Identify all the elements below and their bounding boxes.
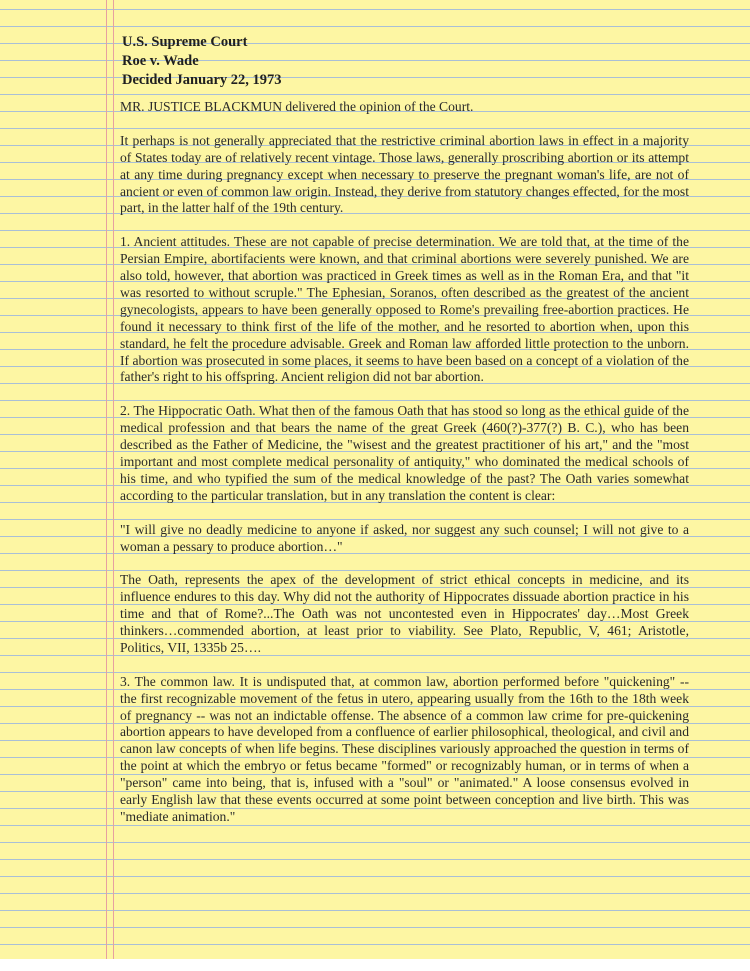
opinion-text — [120, 99, 689, 843]
paragraph-common-law: 3. The common law. It is undisputed that, at common law, abortion performed before "quickening" -- the first recognizable movement of the fetus in utero, appearing usually from the 16th to the 18th week of pregnancy -- was not an indictable offense. The absence of a common law crime for pre-quickening abortion appears to have developed from a confluence of earlier philosophical, theological, and civil and canon law concepts of when life begins. These disciplines variously approached the question in terms of the point at which the embryo or fetus became "formed" or recognizably human, or in terms of when a "person" came into being, that is, infused with a "soul" or "animated." A loose consensus evolved in early English law that these events occurred at some point between conception and live birth. This was "mediate animation." — [120, 673, 689, 824]
paragraph-oath-quote: "I will give no deadly medicine to anyone if asked, nor suggest any such counsel; I will not give to a woman a pessary to produce abortion…" — [120, 521, 689, 554]
paragraph-hippocratic-oath: 2. The Hippocratic Oath. What then of the famous Oath that has stood so long as the ethical guide of the medical profession and that bears the name of the great Greek (460(?)-377(?) B. C.), who has been described as the Father of Medicine, the "wisest and the greatest practitioner of his art," and the "most important and most complete medical personality of antiquity," who dominated the medical schools of his time, and who typified the sum of the medical knowledge of the past? The Oath varies somewhat according to the particular translation, but in any translation the content is clear: — [120, 403, 689, 503]
paragraph-ancient-attitudes: 1. Ancient attitudes. These are not capable of precise determination. We are told that, at the time of the Persian Empire, abortifacients were known, and that criminal abortions were severely punished. We are also told, however, that abortion was practiced in Greek times as well as in the Roman Era, and that "it was resorted to without scruple." The Ephesian, Soranos, often described as the greatest of the ancient gynecologists, appears to have been generally opposed to Rome's prevailing free-abortion practices. He found it necessary to think first of the life of the mother, and he resorted to abortion when, upon this standard, he felt the procedure advisable. Greek and Roman law afforded little protection to the unborn. If abortion was prosecuted in some places, it seems to have been based on a concept of a violation of the father's right to his offspring. Ancient religion did not bar abortion. — [120, 234, 689, 385]
decision-date: Decided January 22, 1973 — [122, 72, 282, 88]
case-name: Roe v. Wade — [122, 53, 199, 69]
case-header — [122, 33, 282, 90]
paragraph-oath-apex: The Oath, represents the apex of the development of strict ethical concepts in medicine, and its influence endures to this day. Why did not the authority of Hippocrates dissuade abortion practice in his time and that of Rome?...The Oath was not uncontested even in Hippocrates' day…Most Greek thinkers…commended abortion, at least prior to viability. See Plato, Republic, V, 461; Aristotle, Politics, VII, 1335b 25…. — [120, 572, 689, 655]
paragraph-intro: It perhaps is not generally appreciated that the restrictive criminal abortion laws in effect in a majority of States today are of relatively recent vintage. Those laws, generally proscribing abortion or its attempt at any time during pregnancy except when necessary to preserve the pregnant woman's life, are not of ancient or even of common law origin. Instead, they derive from statutory changes effected, for the most part, in the latter half of the 19th century. — [120, 132, 689, 216]
court-name: U.S. Supreme Court — [122, 34, 248, 50]
opening-line: MR. JUSTICE BLACKMUN delivered the opinion of the Court. — [120, 99, 474, 114]
